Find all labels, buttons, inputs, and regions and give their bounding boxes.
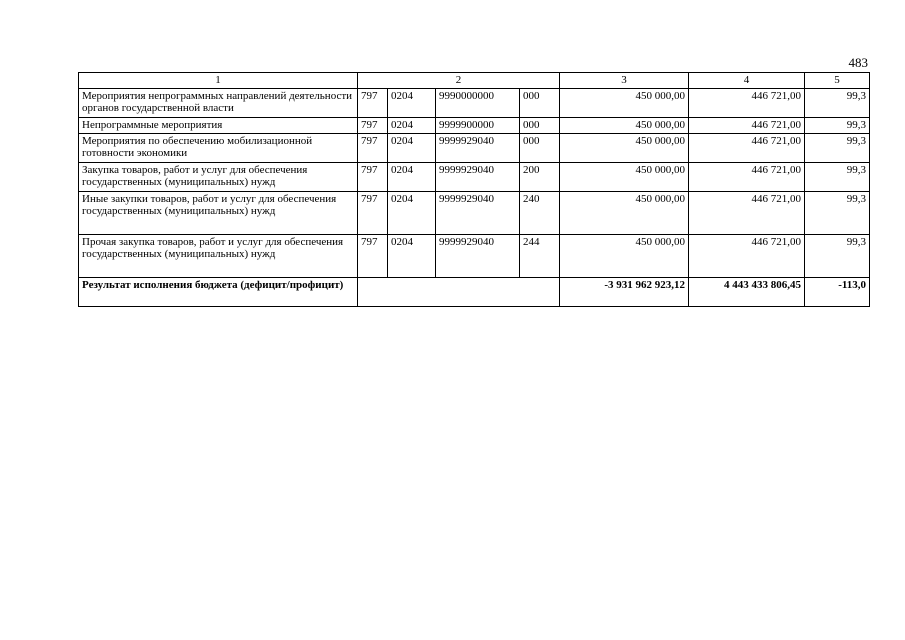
header-cell-2: 2 — [358, 73, 560, 89]
row-code-1: 797 — [358, 89, 388, 118]
row-value-3: 450 000,00 — [560, 235, 689, 278]
row-value-5: 99,3 — [805, 192, 870, 235]
row-value-3: 450 000,00 — [560, 134, 689, 163]
result-value-4: 4 443 433 806,45 — [689, 278, 805, 307]
row-code-2: 0204 — [388, 89, 436, 118]
header-cell-4: 4 — [689, 73, 805, 89]
row-value-5: 99,3 — [805, 163, 870, 192]
row-value-4: 446 721,00 — [689, 89, 805, 118]
row-name: Иные закупки товаров, работ и услуг для обеспечения государственных (муниципальных) нужд — [79, 192, 358, 235]
row-name: Непрограммные мероприятия — [79, 118, 358, 134]
table-row — [79, 192, 870, 235]
page-number: 483 — [848, 55, 868, 70]
result-value-3: -3 931 962 923,12 — [560, 278, 689, 307]
row-name: Мероприятия по обеспечению мобилизационной готовности экономики — [79, 134, 358, 163]
row-code-3: 9999929040 — [436, 134, 520, 163]
row-code-2: 0204 — [388, 118, 436, 134]
row-value-5: 99,3 — [805, 89, 870, 118]
row-code-3: 9999929040 — [436, 192, 520, 235]
row-code-1: 797 — [358, 118, 388, 134]
row-value-5: 99,3 — [805, 118, 870, 134]
row-code-3: 9999929040 — [436, 235, 520, 278]
row-value-4: 446 721,00 — [689, 235, 805, 278]
row-code-4: 000 — [520, 118, 560, 134]
table-row — [79, 89, 870, 118]
row-value-5: 99,3 — [805, 134, 870, 163]
header-cell-1: 1 — [79, 73, 358, 89]
row-code-3: 9999929040 — [436, 163, 520, 192]
row-code-4: 200 — [520, 163, 560, 192]
budget-table — [78, 72, 870, 307]
row-code-4: 000 — [520, 89, 560, 118]
table-row — [79, 134, 870, 163]
row-code-2: 0204 — [388, 235, 436, 278]
row-value-4: 446 721,00 — [689, 192, 805, 235]
row-value-4: 446 721,00 — [689, 134, 805, 163]
row-value-4: 446 721,00 — [689, 118, 805, 134]
row-value-5: 99,3 — [805, 235, 870, 278]
row-name: Прочая закупка товаров, работ и услуг для обеспечения государственных (муниципальных) нужд — [79, 235, 358, 278]
row-code-1: 797 — [358, 163, 388, 192]
header-row — [79, 73, 870, 89]
row-code-4: 000 — [520, 134, 560, 163]
row-name: Закупка товаров, работ и услуг для обеспечения государственных (муниципальных) нужд — [79, 163, 358, 192]
table-row — [79, 235, 870, 278]
row-value-3: 450 000,00 — [560, 89, 689, 118]
table-row — [79, 118, 870, 134]
header-cell-5: 5 — [805, 73, 870, 89]
row-code-1: 797 — [358, 134, 388, 163]
row-name: Мероприятия непрограммных направлений деятельности органов государственной власти — [79, 89, 358, 118]
row-code-3: 9990000000 — [436, 89, 520, 118]
row-code-1: 797 — [358, 235, 388, 278]
header-cell-3: 3 — [560, 73, 689, 89]
result-value-5: -113,0 — [805, 278, 870, 307]
row-value-3: 450 000,00 — [560, 163, 689, 192]
row-code-4: 244 — [520, 235, 560, 278]
row-code-2: 0204 — [388, 192, 436, 235]
row-code-2: 0204 — [388, 134, 436, 163]
result-codes-empty — [358, 278, 560, 307]
row-code-3: 9999900000 — [436, 118, 520, 134]
table-row — [79, 163, 870, 192]
row-value-4: 446 721,00 — [689, 163, 805, 192]
row-code-1: 797 — [358, 192, 388, 235]
row-value-3: 450 000,00 — [560, 118, 689, 134]
row-value-3: 450 000,00 — [560, 192, 689, 235]
result-name: Результат исполнения бюджета (дефицит/профицит) — [79, 278, 358, 307]
row-code-2: 0204 — [388, 163, 436, 192]
result-row — [79, 278, 870, 307]
row-code-4: 240 — [520, 192, 560, 235]
